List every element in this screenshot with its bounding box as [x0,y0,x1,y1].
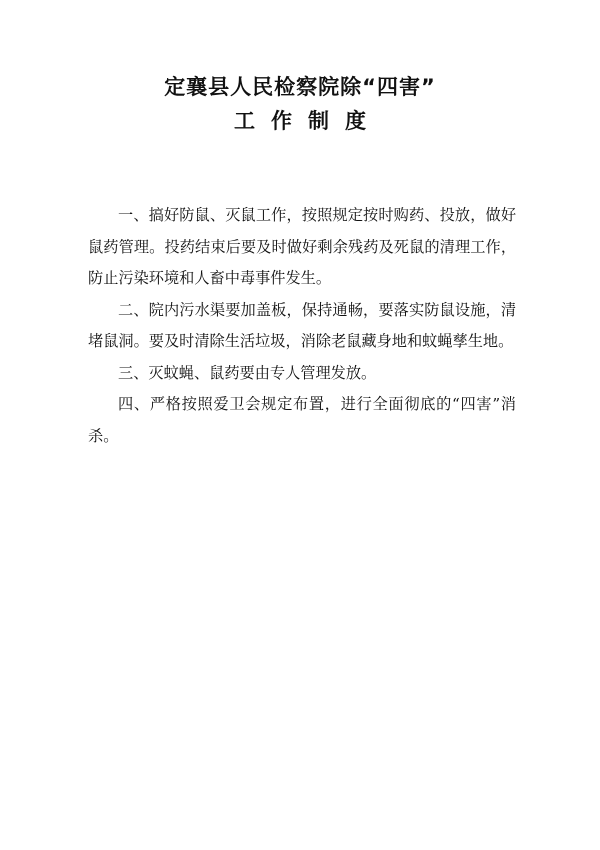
paragraph-3: 三、灭蚊蝇、鼠药要由专人管理发放。 [118,363,377,382]
document-title-line2: 工作制度 [234,109,382,133]
paragraph-1: 一、搞好防鼠、灭鼠工作，按照规定按时购药、投放，做好鼠药管理。投药结束后要及时做好剩余残药及死鼠的清理工作，防止污染环境和人畜中毒事件发生。 [88,206,516,287]
paragraph-4: 四、严格按照爱卫会规定布置，进行全面彻底的“四害”消杀。 [88,395,516,445]
document-body [88,200,516,452]
paragraph-2: 二、院内污水渠要加盖板，保持通畅，要落实防鼠设施，清堵鼠洞。要及时清除生活垃圾，消除老鼠藏身地和蚊蝇孳生地。 [88,300,516,350]
document-title-line1: 定襄县人民检察院除“四害” [164,75,436,99]
